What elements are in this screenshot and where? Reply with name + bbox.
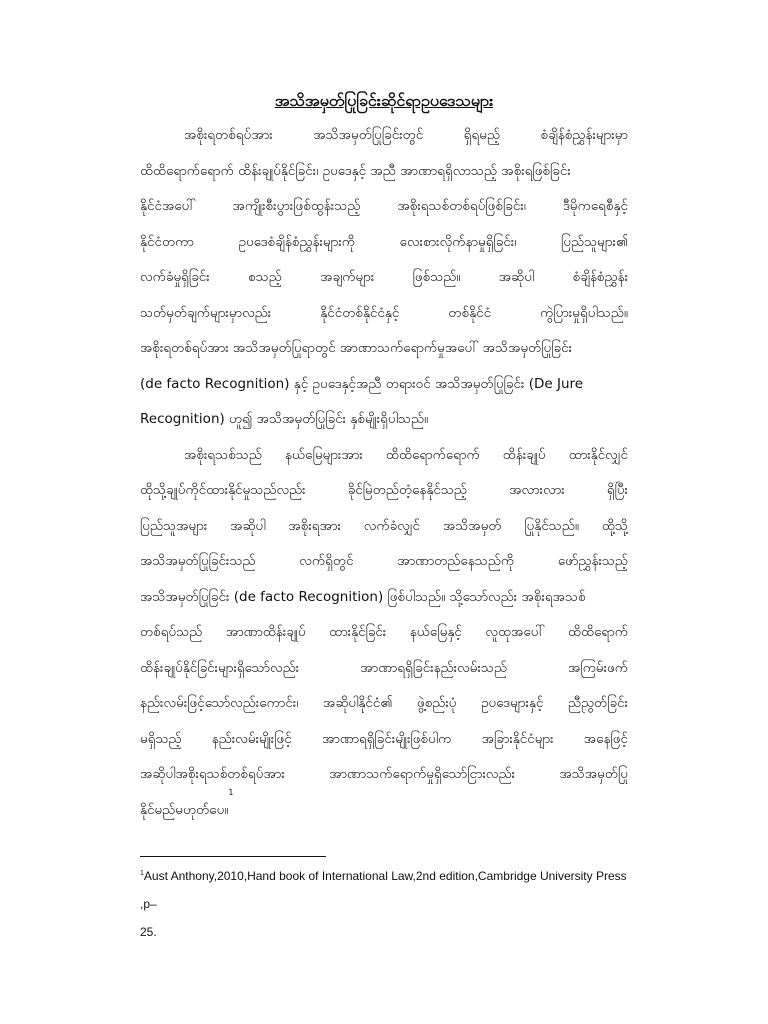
text-segment: အလားလား — [509, 482, 565, 498]
text-segment: လူထုအပေါ် — [485, 624, 545, 640]
text-line — [140, 544, 628, 580]
text-segment: နိုင်ငံအပေါ် — [140, 198, 196, 214]
text-line — [140, 757, 628, 793]
page-title: အသိအမှတ်ပြုခြင်းဆိုင်ရာဥပဒေသများ — [274, 91, 494, 110]
text-segment: အချက်များ — [320, 269, 375, 285]
text-segment: အစိုးရသစ်သည် — [184, 446, 262, 463]
text-segment: အသိအမှတ်ပြုခြင်းတွင် — [313, 127, 424, 143]
text-line — [140, 260, 628, 296]
text-line — [140, 118, 628, 154]
text-segment: နယ်မြေများအား — [284, 446, 363, 463]
text-segment: အခြားနိုင်ငံများ — [481, 730, 554, 747]
footnote-reference: 1 — [228, 787, 234, 797]
text-segment: ဖြစ်သည်။ — [412, 269, 461, 285]
text-segment: အာဏာထိန်းချုပ် — [225, 624, 306, 640]
text-segment: အဆိုပါနိုင်ငံ၏ — [322, 695, 393, 711]
text-line — [140, 438, 628, 474]
text-segment: ထိထိရောက်ရောက် — [385, 446, 480, 463]
text-segment: အသိအမှတ် — [442, 517, 502, 534]
text-segment: ပြည်သူများ၏ — [561, 233, 628, 250]
text-segment: အကြမ်းဖက် — [568, 659, 628, 676]
text-segment: အစိုးရတစ်ရပ်အား အသိအမှတ်ပြုရာတွင် အာဏာသက်ရောက်မှုအပေါ် အသိအမှတ်ပြုခြင်း — [140, 340, 573, 356]
text-line — [140, 722, 628, 758]
text-segment: ဖော်ညွှန်းသည့် — [557, 553, 628, 569]
text-segment: ဥပဒေများနှင့် — [481, 695, 544, 711]
text-segment: နိုင်ငံတကာ — [140, 233, 194, 250]
text-segment: လက်ရှိတွင် — [299, 553, 354, 569]
text-segment: နယ်မြေနှင့် — [409, 624, 462, 640]
body-text — [140, 118, 628, 828]
text-segment: အသိအမှတ်ပြု — [559, 766, 628, 782]
text-segment: အဆိုပါ — [230, 517, 266, 534]
text-segment: ထိန်းချုပ် — [502, 446, 546, 463]
text-line — [140, 154, 628, 190]
text-segment: တစ်ရပ်သည် — [140, 624, 203, 640]
text-segment: ကွဲပြားမှုရှိပါသည်။ — [540, 304, 628, 321]
text-segment: အစိုးရသစ်တစ်ရပ်ဖြစ်ခြင်း၊ — [397, 198, 526, 214]
text-segment: ထိန်းချုပ်နိုင်ခြင်းများရှိသော်လည်း — [140, 659, 300, 676]
text-line — [140, 189, 628, 225]
text-segment: လက်ခံလျှင် — [363, 517, 421, 534]
text-segment: ထိထိရောက်ရောက် ထိန်းချုပ်နိုင်ခြင်း၊ ဥပဒေနှင့် အညီ အာဏာရရှိလာသည့် အစိုးရဖြစ်ခြင်း — [140, 162, 571, 179]
text-line — [140, 651, 628, 687]
text-line-closing — [140, 787, 628, 829]
footnote-line — [140, 862, 640, 918]
text-line — [140, 402, 628, 438]
text-segment: စသည့် — [248, 269, 282, 285]
text-segment: သတ်မှတ်ချက်များမှာလည်း — [140, 304, 272, 321]
text-segment: အသိအမှတ်ပြုခြင်းသည် — [140, 553, 256, 569]
text-segment: ဥပဒေစံချိန်စံညွှန်းများကို — [238, 233, 355, 250]
text-segment: အစိုးရတစ်ရပ်အား — [184, 127, 273, 143]
text-segment: ထို့သို့ — [601, 517, 628, 534]
text-segment: မရှိသည့် — [140, 730, 182, 747]
text-line — [140, 367, 628, 403]
text-line — [140, 615, 628, 651]
text-segment: နည်းလမ်းဖြင့်သော်လည်းကောင်း၊ — [140, 695, 299, 711]
text-line — [140, 225, 628, 261]
footnote-marker: 1 — [140, 870, 144, 877]
text-segment: အာဏာရရှိခြင်းမျိုးဖြစ်ပါက — [321, 730, 452, 747]
text-line — [140, 580, 628, 616]
text-segment: ထားနိုင်ခြင်း — [329, 624, 387, 640]
text-segment: စံချိန်စံညွှန်းများမှာ — [540, 127, 628, 143]
text-segment: အာဏာတည်နေသည်ကို — [397, 553, 515, 569]
text-segment: နိုင်ငံတစ်နိုင်ငံနှင့် — [320, 304, 400, 321]
text-segment: ညီညွတ်ခြင်း — [567, 695, 628, 711]
text-segment: ရှိပြီး — [606, 482, 628, 498]
text-segment: ဖွဲ့စည်းပုံ — [417, 695, 457, 711]
text-segment: ရှိရမည့် — [463, 127, 501, 143]
text-line — [140, 473, 628, 509]
text-segment: အစိုးရအား — [288, 517, 341, 534]
text-segment: အဆိုပါ — [498, 269, 535, 285]
text-segment: လက်ခံမှုရှိခြင်း — [140, 269, 210, 285]
text-segment: အသိအမှတ်ပြုခြင်း (de facto Recognition) ဖြစ်ပါသည်။ သို့သော်လည်း အစိုးရအသစ် — [140, 588, 586, 605]
footnote-text: Aust Anthony,2010,Hand book of International Law,2nd edition,Cambridge University Press ,p– — [140, 869, 627, 911]
text-segment: ထားနိုင်လျှင် — [568, 446, 628, 463]
text-segment: အာဏာရရှိခြင်းနည်းလမ်းသည် — [360, 659, 507, 676]
text-segment: (de facto Recognition) နှင့် ဥပဒေနှင့်အညီ တရားဝင် အသိအမှတ်ပြုခြင်း (De Jure — [140, 375, 584, 392]
text-segment: Recognition) ဟူ၍ အသိအမှတ်ပြုခြင်း နှစ်မျိုးရှိပါသည်။ — [140, 411, 429, 427]
text-segment: ထိထိရောက် — [568, 624, 628, 640]
text-segment: တစ်နိုင်ငံ — [448, 304, 492, 321]
text-segment: ဒီမိုကရေစီနှင့် — [562, 198, 628, 214]
text-segment: လေးစားလိုက်နာမှုရှိခြင်း၊ — [399, 233, 517, 250]
text-segment: ပြည်သူအများ — [140, 517, 208, 534]
footnote — [140, 862, 640, 946]
text-segment: အကျိုးစီးပွားဖြစ်ထွန်းသည့် — [232, 198, 361, 214]
text-segment: ထိုသို့ချုပ်ကိုင်ထားနိုင်မှုသည်လည်း — [140, 482, 306, 498]
text-segment: အဆိုပါအစိုးရသစ်တစ်ရပ်အား — [140, 766, 285, 782]
text-segment: အာဏာသက်ရောက်မှုရှိသော်ငြားလည်း — [329, 766, 516, 782]
text-segment: ပြုနိုင်သည်။ — [524, 517, 579, 534]
text-line — [140, 331, 628, 367]
footnote-divider — [140, 856, 326, 857]
text-segment: စံချိန်စံညွှန်း — [572, 269, 628, 285]
closing-text: နိုင်မည်မဟုတ်ပေ။ — [140, 801, 229, 818]
text-line — [140, 509, 628, 545]
text-line — [140, 296, 628, 332]
text-segment: ခိုင်မြဲတည်တံ့နေနိုင်သည့် — [347, 482, 467, 498]
footnote-continuation: 25. — [140, 925, 157, 939]
text-segment: အနေဖြင့် — [583, 730, 628, 747]
text-segment: နည်းလမ်းမျိုးဖြင့် — [211, 730, 292, 747]
text-line — [140, 686, 628, 722]
